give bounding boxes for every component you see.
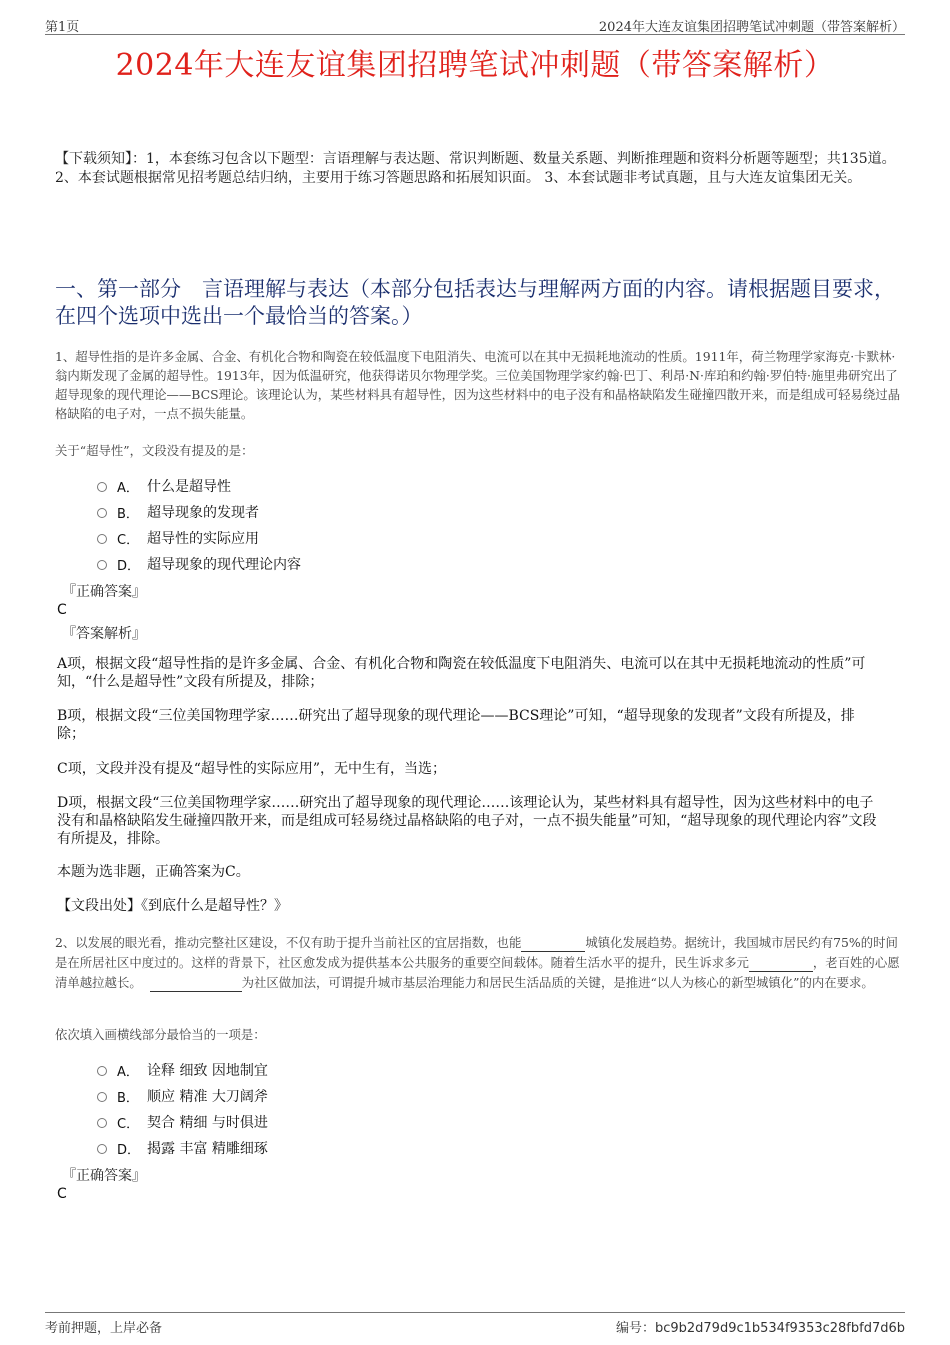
- radio-icon[interactable]: [97, 1066, 107, 1076]
- header-doc-title: 2024年大连友谊集团招聘笔试冲刺题（带答案解析）: [598, 20, 905, 35]
- q1-source: 【文段出处】《到底什么是超导性？》: [57, 898, 288, 914]
- section-title: 一、第一部分 言语理解与表达（本部分包括表达与理解两方面的内容。请根据题目要求，在四个选项中选出一个最恰当的答案。）: [55, 277, 895, 328]
- option-text: 超导现象的现代理论内容: [147, 557, 301, 573]
- q1-analysis-label: 『答案解析』: [62, 626, 146, 642]
- option-letter: C．: [117, 1116, 140, 1132]
- q2-ask: 依次填入画横线部分最恰当的一项是：: [55, 1027, 266, 1042]
- q1-analysis-a: A项，根据文段“超导性指的是许多金属、合金、有机化合物和陶瓷在较低温度下电阻消失、电流可以在其中无损耗地流动的性质”可知，“什么是超导性”文段有所提及，排除；: [57, 656, 866, 690]
- download-notice: 【下载须知】：1，本套练习包含以下题型：言语理解与表达题、常识判断题、数量关系题、判断推理题和资料分析题等题型；共135道。 2、本套试题根据常见招考题总结归纳，主要用于练习答题思路和拓展知识面。 3、本套试题非考试真题，且与大连友谊集团无关。: [55, 151, 896, 186]
- option-letter: B．: [117, 1090, 139, 1106]
- q1-option-a[interactable]: [97, 473, 597, 499]
- q2-answer: C: [57, 1186, 67, 1202]
- option-text: 超导现象的发现者: [147, 505, 259, 521]
- option-text: 揭露 丰富 精雕细琢: [147, 1141, 268, 1157]
- option-text: 顺应 精准 大刀阔斧: [147, 1089, 268, 1105]
- option-letter: A．: [117, 1064, 139, 1080]
- q1-answer: C: [57, 602, 67, 618]
- q2-passage-part1: 2、以发展的眼光看，推动完整社区建设，不仅有助于提升当前社区的宜居指数，也能: [55, 935, 522, 950]
- q1-ask: 关于“超导性”，文段没有提及的是：: [55, 443, 254, 458]
- radio-icon[interactable]: [97, 508, 107, 518]
- page-header: [45, 14, 905, 35]
- radio-icon[interactable]: [97, 1118, 107, 1128]
- q2-option-d[interactable]: [97, 1135, 597, 1161]
- footer-slogan: 考前押题，上岸必备: [45, 1321, 163, 1336]
- q2-answer-label: 『正确答案』: [62, 1168, 146, 1184]
- serial-number: bc9b2d79d9c1b534f9353c28fbfd7d6b: [654, 1321, 905, 1336]
- radio-icon[interactable]: [97, 560, 107, 570]
- q2-passage-part2: 城镇化发展趋势。据统计，我国城市居民约有75%的时间是在所居社区中度过的。这样的背景下，社区愈发成为提供基本公共服务的重要空间载体。随着生活水平的提升，民生诉求多元: [55, 935, 898, 970]
- footer-serial: [616, 1317, 905, 1336]
- fill-blank-1[interactable]: [521, 932, 585, 952]
- q1-answer-label: 『正确答案』: [62, 584, 146, 600]
- q2-option-b[interactable]: [97, 1083, 597, 1109]
- option-text: 超导性的实际应用: [147, 531, 259, 547]
- radio-icon[interactable]: [97, 534, 107, 544]
- q1-option-d[interactable]: [97, 551, 597, 577]
- document-title: 2024年大连友谊集团招聘笔试冲刺题（带答案解析）: [115, 48, 835, 83]
- q1-options: [97, 473, 597, 577]
- q2-passage: [55, 932, 905, 992]
- page-footer: [45, 1312, 905, 1335]
- q2-passage-part4: 为社区做加法，可谓提升城市基层治理能力和居民生活品质的关键，是推进“以人为核心的新型城镇化”的内在要求。: [241, 975, 874, 990]
- option-letter: D．: [117, 1142, 141, 1158]
- q2-options: [97, 1057, 597, 1161]
- option-text: 什么是超导性: [147, 479, 231, 495]
- option-letter: B．: [117, 506, 139, 522]
- fill-blank-2[interactable]: [749, 952, 813, 972]
- q2-option-a[interactable]: [97, 1057, 597, 1083]
- q1-analysis-conclusion: 本题为选非题，正确答案为C。: [57, 864, 250, 880]
- option-letter: D．: [117, 558, 141, 574]
- q1-option-c[interactable]: [97, 525, 597, 551]
- option-text: 诠释 细致 因地制宜: [147, 1063, 268, 1079]
- q1-option-b[interactable]: [97, 499, 597, 525]
- option-letter: A．: [117, 480, 139, 496]
- option-text: 契合 精细 与时俱进: [147, 1115, 268, 1131]
- q2-passage-part3: ，老百姓的心愿清单越拉越长。: [55, 955, 900, 990]
- page-number: 第1页: [45, 20, 80, 35]
- q1-analysis-c: C项，文段并没有提及“超导性的实际应用”，无中生有，当选；: [57, 761, 447, 777]
- option-letter: C．: [117, 532, 140, 548]
- radio-icon[interactable]: [97, 1144, 107, 1154]
- radio-icon[interactable]: [97, 1092, 107, 1102]
- serial-label: 编号：: [615, 1321, 655, 1336]
- radio-icon[interactable]: [97, 482, 107, 492]
- q1-analysis-b: B项，根据文段“三位美国物理学家……研究出了超导现象的现代理论——BCS理论”可知，“超导现象的发现者”文段有所提及，排除；: [57, 708, 855, 742]
- fill-blank-3[interactable]: [150, 972, 242, 992]
- q2-option-c[interactable]: [97, 1109, 597, 1135]
- q1-analysis-d: D项，根据文段“三位美国物理学家……研究出了超导现象的现代理论……该理论认为，某些材料具有超导性，因为这些材料中的电子没有和晶格缺陷发生碰撞四散开来，而是组成可轻易绕过晶格缺陷的电子对，一点不损失能量”可知，“超导现象的现代理论内容”文段有所提及，排除。: [57, 795, 877, 847]
- q1-passage: 1、超导性指的是许多金属、合金、有机化合物和陶瓷在较低温度下电阻消失、电流可以在其中无损耗地流动的性质。1911年，荷兰物理学家海克·卡默林·翁内斯发现了金属的超导性。1913年，因为低温研究，他获得诺贝尔物理学奖。三位美国物理学家约翰·巴丁、利昂·N·库珀和约翰·罗伯特·施里弗研究出了超导现象的现代理论——BCS理论。该理论认为，某些材料具有超导性，因为这些材料中的电子没有和晶格缺陷发生碰撞四散开来，而是组成可轻易绕过晶格缺陷的电子对，一点不损失能量。: [55, 349, 901, 421]
